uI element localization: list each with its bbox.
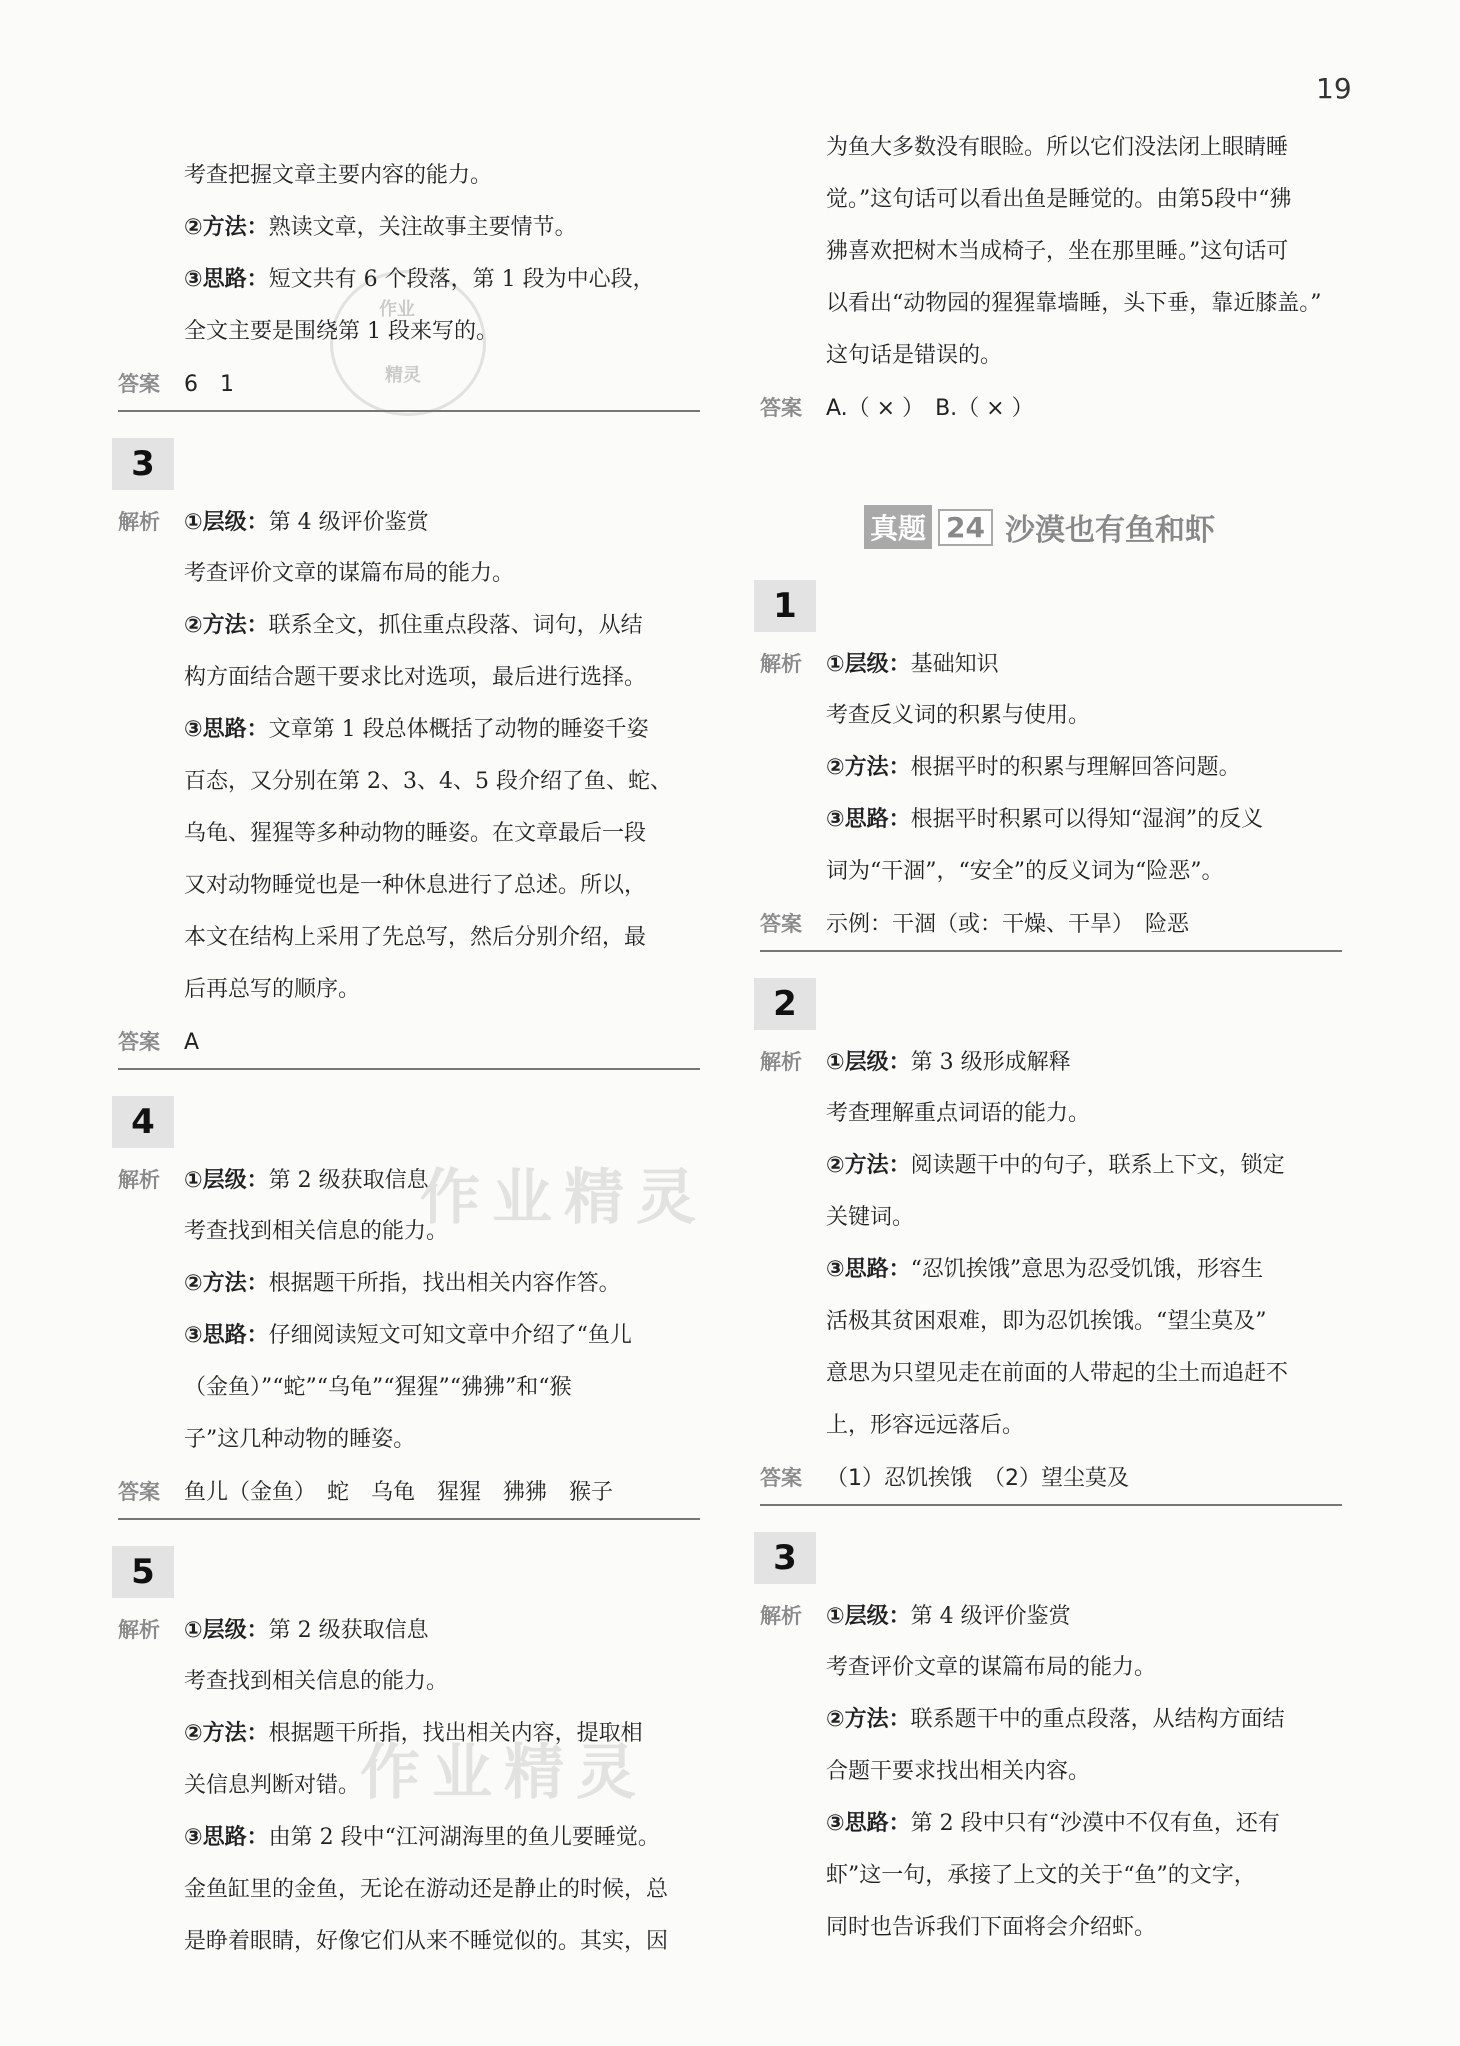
idea-text: 仔细阅读短文可知文章中介绍了“鱼儿 xyxy=(268,1323,632,1348)
answer-row xyxy=(760,1452,1342,1506)
idea-text: 第 2 段中只有“沙漠中不仅有鱼，还有 xyxy=(910,1811,1280,1836)
level-label: ①层级： xyxy=(184,510,269,535)
title-number: 24 xyxy=(938,509,993,546)
method-text: 熟读文章，关注故事主要情节。 xyxy=(268,215,577,240)
text-line: 后再总写的顺序。 xyxy=(184,977,361,1002)
answer-row xyxy=(118,358,700,412)
method-text: 联系题干中的重点段落，从结构方面结 xyxy=(910,1707,1285,1732)
method-text: 根据题干所指，找出相关内容作答。 xyxy=(268,1271,621,1296)
text-line: 意思为只望见走在前面的人带起的尘土而追赶不 xyxy=(826,1361,1289,1386)
idea-label: ③思路： xyxy=(826,807,911,832)
level-label: ①层级： xyxy=(826,652,911,677)
question-3 xyxy=(118,438,700,1070)
text-line: 本文在结构上采用了先总写，然后分别介绍，最 xyxy=(184,925,647,950)
method-text: 根据题干所指，找出相关内容，提取相 xyxy=(268,1721,643,1746)
text-line: 这句话是错误的。 xyxy=(826,343,1003,368)
analysis-label: 解析 xyxy=(760,1604,802,1628)
answer-label: 答案 xyxy=(118,372,160,396)
idea-line xyxy=(118,704,700,756)
question-5 xyxy=(118,1546,700,1968)
idea-text: 文章第 1 段总体概括了动物的睡姿千姿 xyxy=(268,717,649,742)
level-text: 第 4 级评价鉴赏 xyxy=(910,1604,1071,1629)
idea-line xyxy=(760,1798,1342,1850)
right-column xyxy=(760,122,1342,1954)
level-line xyxy=(760,638,1342,690)
method-line xyxy=(118,600,700,652)
skill-line: 考查反义词的积累与使用。 xyxy=(826,703,1091,728)
question-number: 5 xyxy=(112,1546,174,1598)
idea-label: ③思路： xyxy=(184,267,269,292)
question-number: 3 xyxy=(112,438,174,490)
question-3 xyxy=(760,1532,1342,1954)
method-line xyxy=(118,1258,700,1310)
method-label: ②方法： xyxy=(826,1153,911,1178)
answer-row xyxy=(118,1016,700,1070)
left-column xyxy=(118,150,700,1968)
level-text: 基础知识 xyxy=(910,652,999,677)
text-line: 又对动物睡觉也是一种休息进行了总述。所以， xyxy=(184,873,647,898)
idea-text: 短文共有 6 个段落，第 1 段为中心段， xyxy=(268,267,655,292)
stamp-text-bottom: 精灵 xyxy=(385,365,421,386)
text-line: 关信息判断对错。 xyxy=(184,1773,361,1798)
method-text: 根据平时的积累与理解回答问题。 xyxy=(910,755,1241,780)
method-label: ②方法： xyxy=(184,613,269,638)
stamp-text-top: 作业 xyxy=(379,299,415,320)
text-line: 同时也告诉我们下面将会介绍虾。 xyxy=(826,1915,1157,1940)
text-line: 是睁着眼睛，好像它们从来不睡觉似的。其实，因 xyxy=(184,1929,669,1954)
skill-line: 考查理解重点词语的能力。 xyxy=(826,1101,1091,1126)
title-tag xyxy=(864,505,932,549)
idea-label: ③思路： xyxy=(826,1811,911,1836)
level-line xyxy=(760,1036,1342,1088)
text-line: （金鱼）”“蛇”“乌龟”“猩猩”“狒狒”和“猴 xyxy=(184,1375,572,1400)
text-line: 子”这几种动物的睡姿。 xyxy=(184,1427,416,1452)
text-line: 合题干要求找出相关内容。 xyxy=(826,1759,1091,1784)
answer-row xyxy=(760,898,1342,952)
idea-line xyxy=(760,794,1342,846)
question-4 xyxy=(118,1096,700,1520)
title-text: 沙漠也有鱼和虾 xyxy=(1004,513,1215,548)
text-line: 狒喜欢把树木当成椅子，坐在那里睡。”这句话可 xyxy=(826,239,1289,264)
method-line xyxy=(118,1708,700,1760)
level-line xyxy=(118,496,700,548)
idea-label: ③思路： xyxy=(184,1825,269,1850)
method-label: ②方法： xyxy=(184,1721,269,1746)
text-line: 全文主要是围绕第 1 段来写的。 xyxy=(184,319,498,344)
method-line xyxy=(760,742,1342,794)
level-label: ①层级： xyxy=(184,1618,269,1643)
idea-label: ③思路： xyxy=(184,717,269,742)
idea-label: ③思路： xyxy=(184,1323,269,1348)
method-label: ②方法： xyxy=(184,215,269,240)
question-2 xyxy=(760,978,1342,1506)
level-label: ①层级： xyxy=(826,1050,911,1075)
answer-label: 答案 xyxy=(118,1480,160,1504)
answer-text: （1）忍饥挨饿 （2）望尘莫及 xyxy=(826,1466,1129,1491)
analysis-label: 解析 xyxy=(760,652,802,676)
skill-line: 考查找到相关信息的能力。 xyxy=(184,1219,449,1244)
answer-text: A xyxy=(184,1030,200,1055)
question-1 xyxy=(760,580,1342,952)
watermark: 作业精灵 xyxy=(420,1163,708,1233)
level-label: ①层级： xyxy=(826,1604,911,1629)
method-label: ②方法： xyxy=(184,1271,269,1296)
level-line xyxy=(118,1154,700,1206)
title-tag-text: 真题 xyxy=(870,512,927,545)
text-line: 以看出“动物园的猩猩靠墙睡，头下垂，靠近膝盖。” xyxy=(826,291,1322,316)
answer-text: A.（ × ） B.（ × ） xyxy=(826,396,1034,421)
answer-text: 鱼儿（金鱼） 蛇 乌龟 猩猩 狒狒 猴子 xyxy=(184,1480,614,1505)
text-line: 考查把握文章主要内容的能力。 xyxy=(184,163,493,188)
method-text: 联系全文，抓住重点段落、词句，从结 xyxy=(268,613,643,638)
level-text: 第 3 级形成解释 xyxy=(910,1050,1071,1075)
page-number: 19 xyxy=(1316,72,1352,105)
answer-text: 示例：干涸（或：干燥、干旱） 险恶 xyxy=(826,912,1190,937)
question-number: 1 xyxy=(754,580,816,632)
answer-label: 答案 xyxy=(760,396,802,420)
text-line: 活极其贫困艰难，即为忍饥挨饿。“望尘莫及” xyxy=(826,1309,1267,1334)
method-label: ②方法： xyxy=(826,1707,911,1732)
method-line xyxy=(760,1694,1342,1746)
analysis-label: 解析 xyxy=(118,1618,160,1642)
skill-line: 考查评价文章的谋篇布局的能力。 xyxy=(826,1655,1157,1680)
method-label: ②方法： xyxy=(826,755,911,780)
text-line: 上，形容远远落后。 xyxy=(826,1413,1025,1438)
level-label: ①层级： xyxy=(184,1168,269,1193)
level-line xyxy=(118,1604,700,1656)
section-title xyxy=(864,504,1342,550)
text-line: 为鱼大多数没有眼睑。所以它们没法闭上眼睛睡 xyxy=(826,135,1289,160)
text-line: 乌龟、猩猩等多种动物的睡姿。在文章最后一段 xyxy=(184,821,647,846)
analysis-label: 解析 xyxy=(118,1168,160,1192)
watermark: 作业精灵 xyxy=(360,1738,648,1808)
idea-text: 根据平时积累可以得知“湿润”的反义 xyxy=(910,807,1264,832)
text-line: 词为“干涸”，“安全”的反义词为“险恶”。 xyxy=(826,859,1224,884)
question-5-tail xyxy=(760,122,1342,434)
text-line: 金鱼缸里的金鱼，无论在游动还是静止的时候，总 xyxy=(184,1877,669,1902)
idea-line xyxy=(118,1812,700,1864)
idea-label: ③思路： xyxy=(826,1257,911,1282)
method-line xyxy=(118,202,700,254)
skill-line: 考查找到相关信息的能力。 xyxy=(184,1669,449,1694)
idea-text: “忍饥挨饿”意思为忍受饥饿，形容生 xyxy=(910,1257,1264,1282)
answer-label: 答案 xyxy=(760,912,802,936)
method-text: 阅读题干中的句子，联系上下文，锁定 xyxy=(910,1153,1285,1178)
text-line: 构方面结合题干要求比对选项，最后进行选择。 xyxy=(184,665,647,690)
question-number: 2 xyxy=(754,978,816,1030)
idea-line xyxy=(118,254,700,306)
text-line: 虾”这一句，承接了上文的关于“鱼”的文字， xyxy=(826,1863,1256,1888)
text-line: 关键词。 xyxy=(826,1205,915,1230)
text-line: 百态，又分别在第 2、3、4、5 段介绍了鱼、蛇、 xyxy=(184,769,672,794)
text-line: 觉。”这句话可以看出鱼是睡觉的。由第5段中“狒 xyxy=(826,187,1292,212)
answer-row xyxy=(760,382,1342,434)
level-text: 第 2 级获取信息 xyxy=(268,1168,429,1193)
answer-text: 6 1 xyxy=(184,372,234,397)
question-2-tail xyxy=(118,150,700,412)
answer-row xyxy=(118,1466,700,1520)
question-number: 4 xyxy=(112,1096,174,1148)
idea-text: 由第 2 段中“江河湖海里的鱼儿要睡觉。 xyxy=(268,1825,660,1850)
analysis-label: 解析 xyxy=(118,510,160,534)
answer-label: 答案 xyxy=(760,1466,802,1490)
answer-label: 答案 xyxy=(118,1030,160,1054)
level-line xyxy=(760,1590,1342,1642)
analysis-label: 解析 xyxy=(760,1050,802,1074)
idea-line xyxy=(118,1310,700,1362)
skill-line: 考查评价文章的谋篇布局的能力。 xyxy=(184,561,515,586)
question-number: 3 xyxy=(754,1532,816,1584)
level-text: 第 4 级评价鉴赏 xyxy=(268,510,429,535)
idea-line xyxy=(760,1244,1342,1296)
method-line xyxy=(760,1140,1342,1192)
level-text: 第 2 级获取信息 xyxy=(268,1618,429,1643)
